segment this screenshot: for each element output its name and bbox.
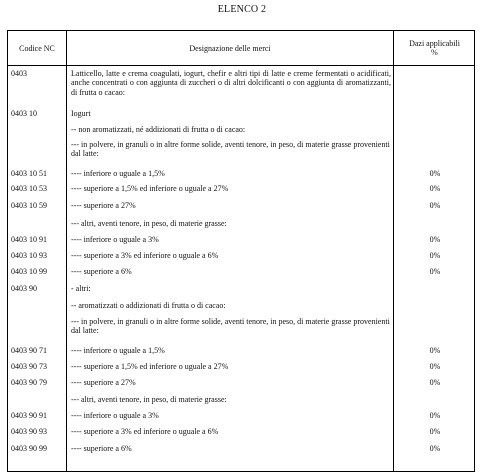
row-description: -- non aromatizzati, né addizionati di frutta o di cacao: [71,125,246,134]
tariff-table [7,30,475,472]
row-description: --- in polvere, in granuli o in altre forme solide, aventi tenore, in peso, di materie grasse provenienti dal latte: [71,140,390,159]
row-description: ---- superiore a 27% [71,201,136,210]
row-duty-rate: 0% [429,267,441,276]
row-description: - altri: [71,284,91,293]
row-description: ---- inferiore o uguale a 1,5% [71,169,165,178]
row-description: ---- inferiore o uguale a 3% [71,235,159,244]
row-code: 0403 10 [11,109,37,118]
row-description: --- in polvere, in granuli o in altre forme solide, aventi tenore, in peso, di materie grasse provenienti dal latte: [71,317,390,336]
row-code: 0403 90 73 [11,362,47,371]
header-code [8,31,66,65]
row-duty-rate: 0% [429,169,441,178]
row-description: --- altri, aventi tenore, in peso, di materie grasse: [71,395,227,404]
row-code: 0403 90 91 [11,411,47,420]
row-code: 0403 10 99 [11,267,47,276]
row-description: ---- superiore a 3% ed inferiore o uguale a 6% [71,427,219,436]
row-description: ---- inferiore o uguale a 3% [71,411,159,420]
row-code: 0403 [11,69,27,78]
row-duty-rate: 0% [429,427,441,436]
header-divider [8,65,474,66]
row-description: Latticello, latte e crema coagulati, iogurt, chefir e altri tipi di latte e creme fermentati o acidificati, anche concentrati o con aggiunta di zuccheri o di altri dolcificanti o con aggiunta di aromatizzanti, di frutta o cacao: [71,69,391,97]
row-duty-rate: 0% [429,235,441,244]
document-title: ELENCO 2 [217,4,267,15]
row-code: 0403 10 53 [11,184,47,193]
row-code: 0403 90 93 [11,427,47,436]
row-description: ---- inferiore o uguale a 1,5% [71,346,165,355]
row-description: ---- superiore a 27% [71,378,136,387]
row-duty-rate: 0% [429,378,441,387]
header-description [67,31,393,65]
row-code: 0403 10 91 [11,235,47,244]
header-duty [394,31,475,65]
header-duty-unit: % [431,48,438,57]
row-duty-rate: 0% [429,201,441,210]
row-description: ---- superiore a 1,5% ed inferiore o uguale a 27% [71,184,229,193]
row-code: 0403 10 93 [11,251,47,260]
row-duty-rate: 0% [429,362,441,371]
row-duty-rate: 0% [429,411,441,420]
row-description: ---- superiore a 1,5% ed inferiore o uguale a 27% [71,362,229,371]
row-code: 0403 90 71 [11,346,47,355]
row-code: 0403 90 79 [11,378,47,387]
header-code-label: Codice NC [19,43,55,53]
row-duty-rate: 0% [429,184,441,193]
row-description: --- altri, aventi tenore, in peso, di materie grasse: [71,219,227,228]
row-code: 0403 90 [11,284,37,293]
row-description: -- aromatizzati o addizionati di frutta o di cacao: [71,301,226,310]
header-description-label: Designazione delle merci [189,43,271,53]
row-code: 0403 10 51 [11,169,47,178]
column-divider [393,31,394,471]
row-duty-rate: 0% [429,444,441,453]
header-duty-label: Dazi applicabili [409,39,460,48]
row-code: 0403 10 59 [11,201,47,210]
row-description: Iogurt [71,109,91,118]
row-description: ---- superiore a 6% [71,267,132,276]
row-duty-rate: 0% [429,346,441,355]
row-code: 0403 90 99 [11,444,47,453]
column-divider [66,31,67,471]
row-description: ---- superiore a 6% [71,444,132,453]
row-duty-rate: 0% [429,251,441,260]
row-description: ---- superiore a 3% ed inferiore o uguale a 6% [71,251,219,260]
